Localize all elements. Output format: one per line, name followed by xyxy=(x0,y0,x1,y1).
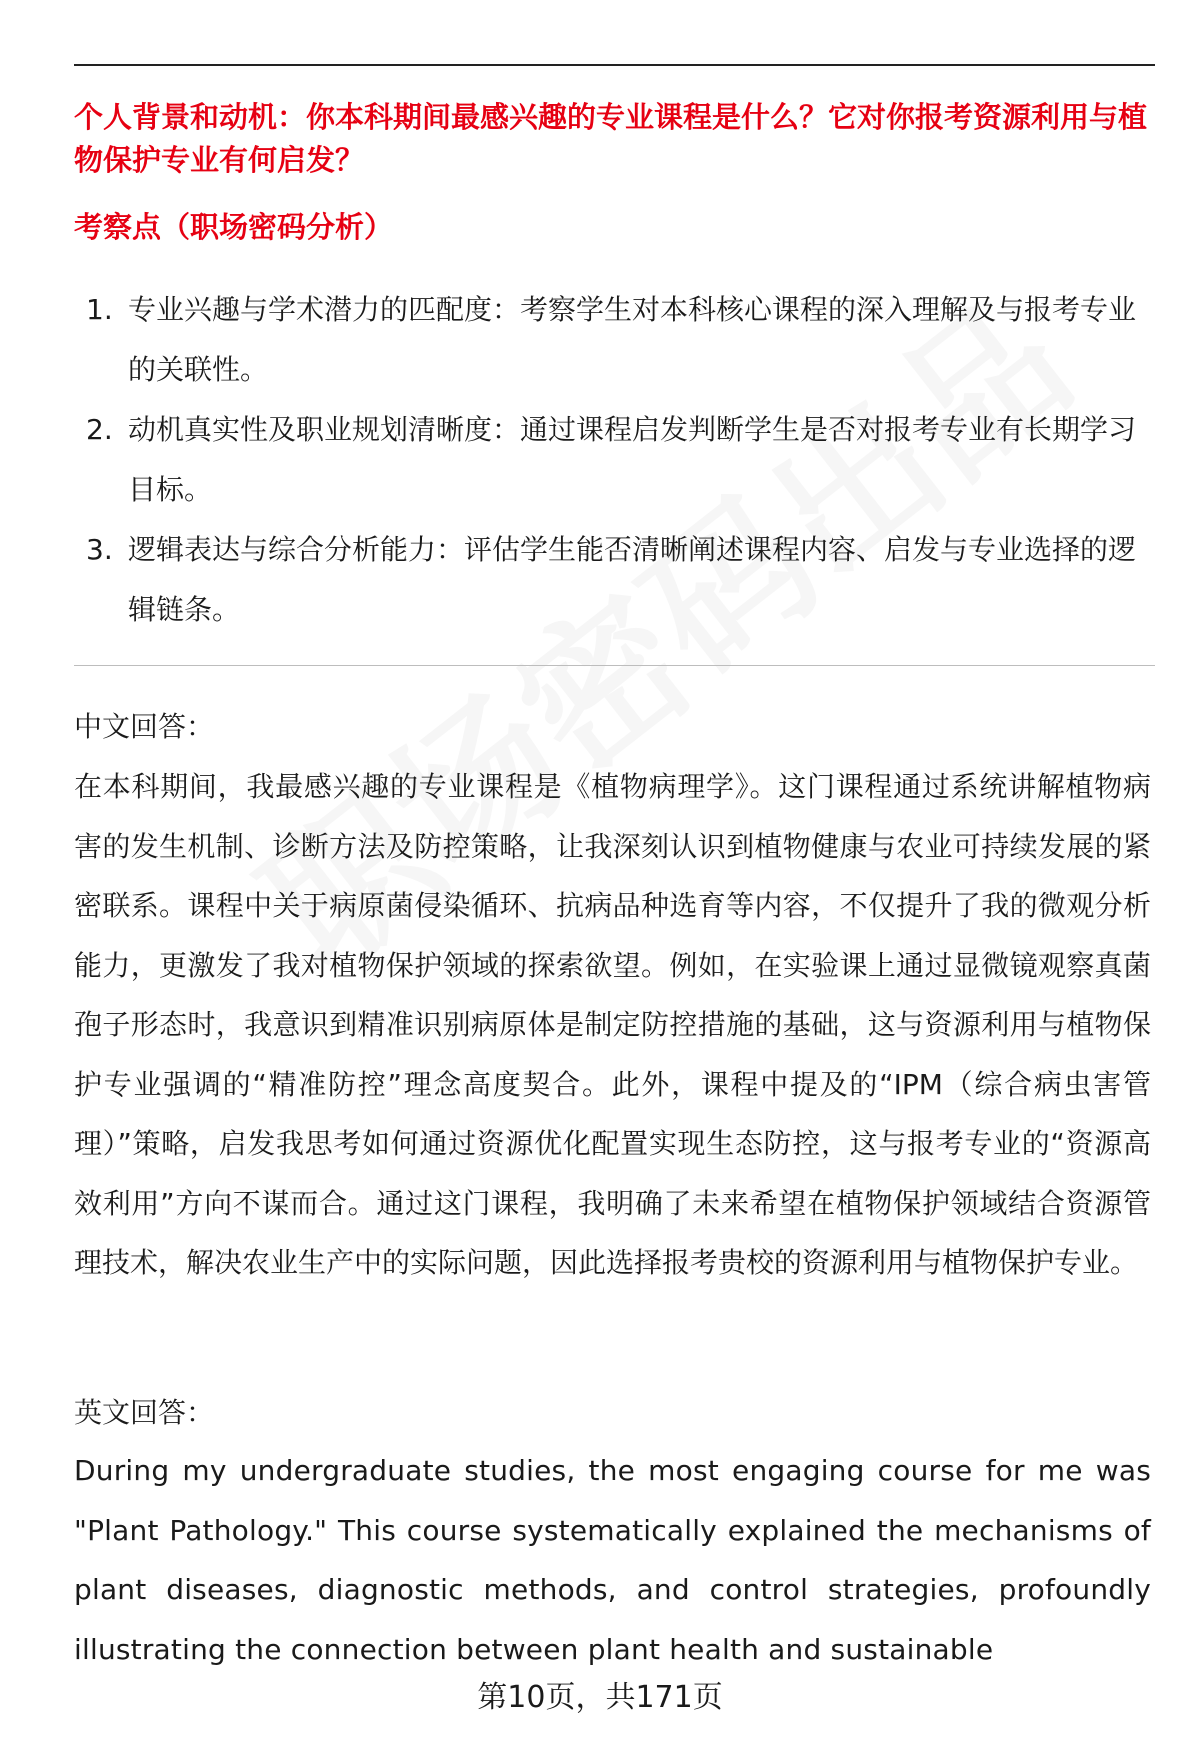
top-divider xyxy=(74,64,1155,66)
page-footer: 第10页，共171页 xyxy=(477,1680,723,1715)
list-item-text: 逻辑表达与综合分析能力：评估学生能否清晰阐述课程内容、启发与专业选择的逻辑链条。 xyxy=(128,533,1137,626)
assessment-points-list xyxy=(74,280,1149,640)
list-item-text: 动机真实性及职业规划清晰度：通过课程启发判断学生是否对报考专业有长期学习目标。 xyxy=(128,413,1137,506)
list-item xyxy=(74,400,1149,520)
list-item-number: 2. xyxy=(86,413,113,446)
chinese-answer-label: 中文回答： xyxy=(74,710,215,743)
english-answer-label: 英文回答： xyxy=(74,1396,215,1429)
section-divider xyxy=(74,665,1155,666)
list-item xyxy=(74,520,1149,640)
chinese-answer-text: 在本科期间，我最感兴趣的专业课程是《植物病理学》。这门课程通过系统讲解植物病害的发生机制、诊断方法及防控策略，让我深刻认识到植物健康与农业可持续发展的紧密联系。课程中关于病原菌侵染循环、抗病品种选育等内容，不仅提升了我的微观分析能力，更激发了我对植物保护领域的探索欲望。例如，在实验课上通过显微镜观察真菌孢子形态时，我意识到精准识别病原体是制定防控措施的基础，这与资源利用与植物保护专业强调的“精准防控”理念高度契合。此外，课程中提及的“IPM（综合病虫害管理）”策略，启发我思考如何通过资源优化配置实现生态防控，这与报考专业的“资源高效利用”方向不谋而合。通过这门课程，我明确了未来希望在植物保护领域结合资源管理技术，解决农业生产中的实际问题，因此选择报考贵校的资源利用与植物保护专业。 xyxy=(74,770,1151,1279)
list-item-number: 1. xyxy=(86,293,113,326)
list-item-text: 专业兴趣与学术潜力的匹配度：考察学生对本科核心课程的深入理解及与报考专业的关联性。 xyxy=(128,293,1137,386)
list-item-number: 3. xyxy=(86,533,113,566)
section-title: 考察点（职场密码分析） xyxy=(74,210,394,244)
english-answer-text: During my undergraduate studies, the most engaging course for me was "Plant Pathology." This course systematically explained the mechanisms of plant diseases, diagnostic methods, and control strategies, profoundly illustrating the connection between plant health and sustainable xyxy=(74,1454,1151,1666)
list-item xyxy=(74,280,1149,400)
question-heading: 个人背景和动机：你本科期间最感兴趣的专业课程是什么？它对你报考资源利用与植物保护专业有何启发？ xyxy=(74,100,1148,177)
